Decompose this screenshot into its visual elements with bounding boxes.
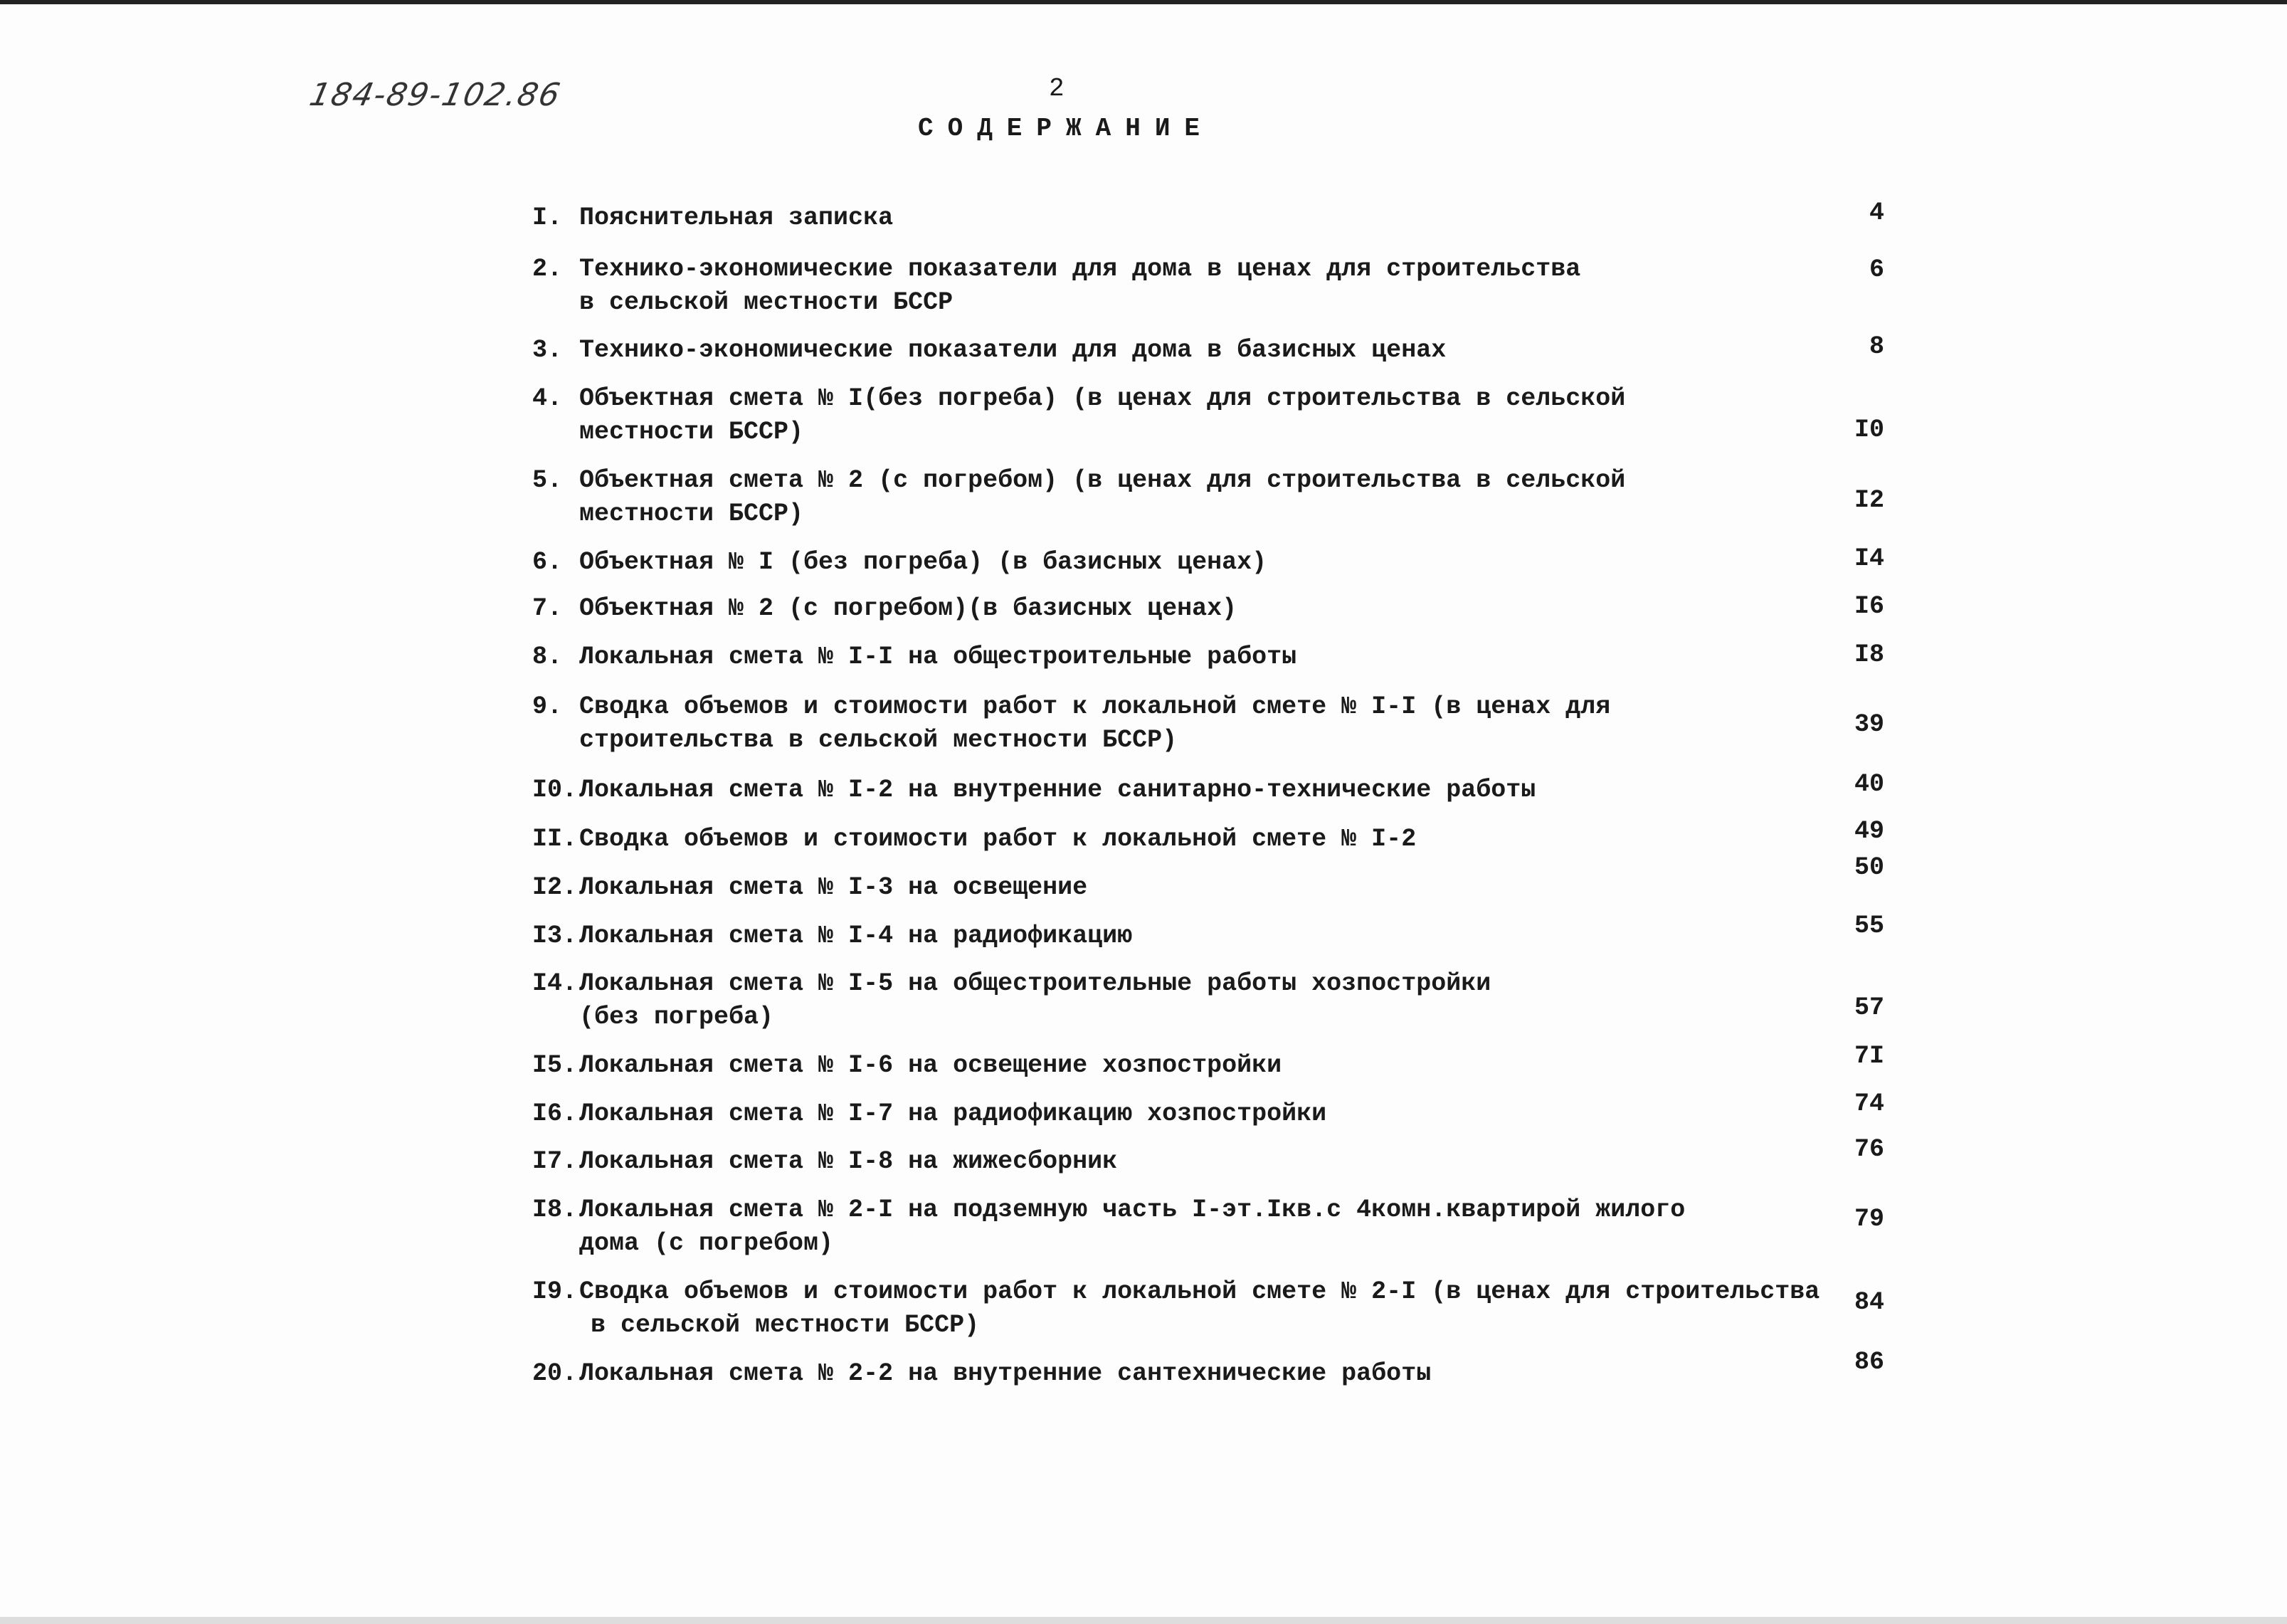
toc-entry-page: 55 (1854, 912, 1884, 940)
toc-entry-page: 74 (1854, 1090, 1884, 1118)
toc-entry-line: Пояснительная записка (579, 204, 894, 232)
toc-entry-title (579, 690, 1610, 757)
toc-entry-title (579, 1357, 1431, 1391)
toc-entry-line: Объектная смета № 2 (с погребом) (в ценах для строительства в сельской (579, 466, 1626, 495)
toc-entry-number: 4. (532, 384, 563, 413)
toc-entry-title (579, 592, 1237, 626)
toc-entry-page: 84 (1854, 1288, 1884, 1317)
toc-entry-page: 40 (1854, 770, 1884, 798)
toc-entry-number: 20. (532, 1359, 578, 1388)
toc-entry-number: I4. (532, 969, 578, 998)
toc-entry-line: в сельской местности БССР) (591, 1311, 980, 1339)
toc-entry-title (579, 253, 1580, 320)
toc-entry-title (579, 871, 1087, 905)
toc-entry-title (579, 1097, 1326, 1131)
toc-entry-number: I2. (532, 873, 578, 902)
toc-entry-title (579, 774, 1536, 807)
toc-entry-page: 57 (1854, 993, 1884, 1022)
toc-entry-number: 9. (532, 692, 563, 721)
toc-entry-title (579, 334, 1446, 367)
toc-entry-line: дома (с погребом) (579, 1229, 834, 1257)
toc-entry-line: Локальная смета № I-5 на общестроительные работы хозпостройки (579, 969, 1491, 998)
toc-entry-page: I0 (1854, 416, 1884, 444)
toc-entry-number: I. (532, 204, 563, 232)
toc-entry-line: (без погреба) (579, 1003, 774, 1031)
toc-entry-number: I3. (532, 922, 578, 950)
toc-entry-line: Локальная смета № I-3 на освещение (579, 873, 1088, 902)
toc-entry-number: I6. (532, 1100, 578, 1128)
toc-entry-page: 79 (1854, 1205, 1884, 1233)
toc-entry-number: 7. (532, 594, 563, 623)
toc-entry-title (579, 640, 1296, 674)
toc-entry-page: 7I (1854, 1042, 1884, 1070)
toc-entry-line: местности БССР) (579, 418, 804, 446)
toc-entry-title (579, 382, 1625, 449)
toc-entry-line: Сводка объемов и стоимости работ к локальной смете № 2-I (в ценах для строительства (579, 1277, 1820, 1306)
toc-entry-number: I0. (532, 776, 578, 804)
toc-entry-line: Локальная смета № I-7 на радиофикацию хозпостройки (579, 1100, 1327, 1128)
toc-entry-line: Сводка объемов и стоимости работ к локальной смете № I-I (в ценах для (579, 692, 1611, 721)
toc-entry-page: 39 (1854, 710, 1884, 739)
toc-entry-line: Объектная смета № I(без погреба) (в ценах для строительства в сельской (579, 384, 1626, 413)
toc-entry-line: Локальная смета № 2-I на подземную часть I-эт.Iкв.с 4комн.квартирой жилого (579, 1196, 1686, 1224)
toc-entry-page: I2 (1854, 486, 1884, 515)
toc-entry-title (579, 464, 1625, 531)
scan-border-top (0, 0, 2287, 4)
toc-entry-line: Локальная смета № I-8 на жижесборник (579, 1147, 1118, 1176)
toc-entry-title (579, 1145, 1117, 1179)
toc-entry-line: в сельской местности БССР (579, 288, 954, 317)
toc-entry-number: I9. (532, 1277, 578, 1306)
toc-entry-number: I8. (532, 1196, 578, 1224)
toc-entry-number: I7. (532, 1147, 578, 1176)
toc-entry-page: 86 (1854, 1348, 1884, 1376)
toc-entry-title (579, 201, 893, 235)
toc-entry-line: Сводка объемов и стоимости работ к локальной смете № I-2 (579, 825, 1417, 853)
toc-entry-page: 6 (1869, 255, 1884, 284)
toc-entry-line: Объектная № I (без погреба) (в базисных ценах) (579, 548, 1267, 576)
toc-entry-title (579, 546, 1267, 579)
handwritten-document-code: 184-89-102.86 (306, 77, 565, 113)
toc-entry-number: 3. (532, 336, 563, 364)
toc-entry-page: 49 (1854, 817, 1884, 845)
toc-entry-line: Объектная № 2 (с погребом)(в базисных ценах) (579, 594, 1237, 623)
toc-entry-line: Локальная смета № I-2 на внутренние санитарно-технические работы (579, 776, 1536, 804)
toc-entry-line: строительства в сельской местности БССР) (579, 726, 1178, 754)
toc-entry-page: I4 (1854, 544, 1884, 573)
toc-entry-title (579, 823, 1416, 856)
toc-entry-page: 4 (1869, 199, 1884, 227)
toc-entry-line: Технико-экономические показатели для дома в ценах для строительства (579, 255, 1581, 283)
toc-entry-number: 5. (532, 466, 563, 495)
toc-entry-line: Локальная смета № I-I на общестроительные работы (579, 643, 1297, 671)
toc-entry-page: I8 (1854, 640, 1884, 669)
toc-entry-page: I6 (1854, 592, 1884, 621)
toc-entry-line: местности БССР) (579, 500, 804, 528)
toc-entry-page: 76 (1854, 1135, 1884, 1164)
toc-entry-line: Локальная смета № I-6 на освещение хозпостройки (579, 1051, 1282, 1080)
toc-entry-title (579, 967, 1491, 1034)
toc-entry-line: Локальная смета № 2-2 на внутренние сантехнические работы (579, 1359, 1432, 1388)
page-title: СОДЕРЖАНИЕ (918, 114, 1215, 143)
toc-entry-title (579, 1275, 1819, 1342)
toc-entry-number: 6. (532, 548, 563, 576)
page-number: 2 (1049, 74, 1065, 103)
toc-entry-number: 2. (532, 255, 563, 283)
toc-entry-title (579, 1049, 1282, 1082)
scan-border-bottom (0, 1617, 2287, 1624)
toc-entry-title (579, 1193, 1685, 1260)
toc-entry-page: 8 (1869, 332, 1884, 361)
toc-entry-number: I5. (532, 1051, 578, 1080)
toc-entry-title (579, 919, 1132, 953)
toc-entry-line: Локальная смета № I-4 на радиофикацию (579, 922, 1133, 950)
toc-entry-page: 50 (1854, 853, 1884, 882)
toc-entry-line: Технико-экономические показатели для дома в базисных ценах (579, 336, 1447, 364)
toc-entry-number: II. (532, 825, 578, 853)
toc-entry-number: 8. (532, 643, 563, 671)
